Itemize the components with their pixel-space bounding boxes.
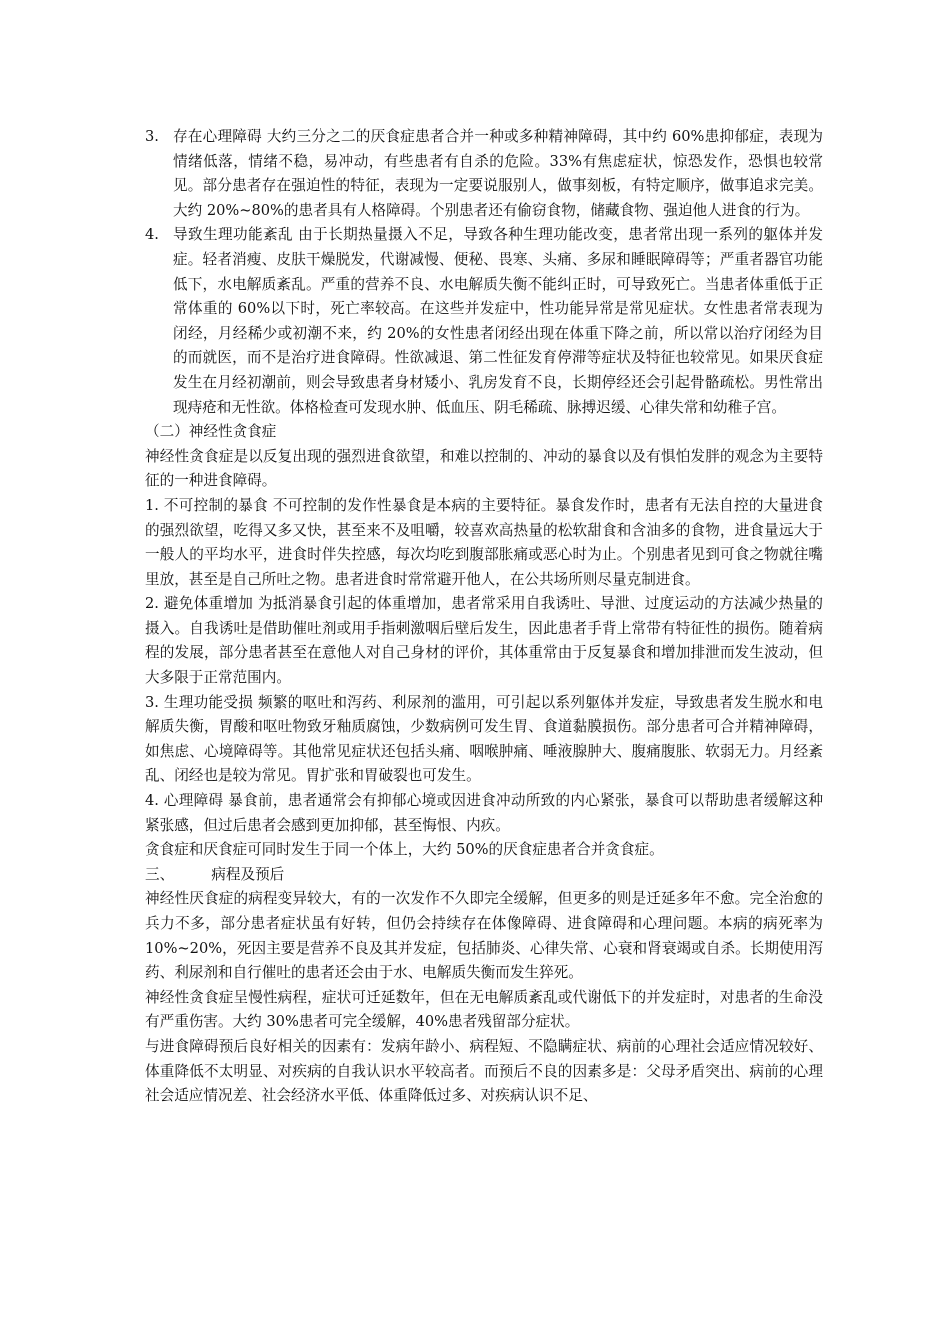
bulimia-point-4: 4. 心理障碍 暴食前，患者通常会有抑郁心境或因进食冲动所致的内心紧张，暴食可以帮助患者缓解这种紧张感，但过后患者会感到更加抑郁，甚至悔恨、内疚。	[145, 792, 823, 834]
prognosis-paragraph-factors: 与进食障碍预后良好相关的因素有：发病年龄小、病程短、不隐瞒症状、病前的心理社会适应情况较好、体重降低不太明显、对疾病的自我认识水平较高者。而预后不良的因素多是：父母矛盾突出、病前的心理社会适应情况差、社会经济水平低、体重降低过多、对疾病认识不足、	[145, 1037, 823, 1105]
list-item-4	[145, 223, 823, 420]
subheading-bulimia: （二）神经性贪食症	[145, 423, 277, 441]
list-item-text: 存在心理障碍 大约三分之二的厌食症患者合并一种或多种精神障碍，其中约 60%患抑郁症，表现为情绪低落，情绪不稳，易冲动，有些患者有自杀的危险。33%有焦虑症状，惊恐发作，恐惧也较常见。部分患者存在强迫性的特征，表现为一定要说服别人，做事刻板，有特定顺序，做事追求完美。大约 20%~80%的患者具有人格障碍。个别患者还有偷窃食物，储藏食物、强迫他人进食的行为。	[173, 128, 823, 219]
prognosis-paragraph-anorexia: 神经性厌食症的病程变异较大，有的一次发作不久即完全缓解，但更多的则是迁延多年不愈。完全治愈的兵力不多，部分患者症状虽有好转，但仍会持续存在体像障碍、进食障碍和心理问题。本病的病死率为 10%~20%，死因主要是营养不良及其并发症，包括肺炎、心律失常、心衰和肾衰竭或自杀。长期使用泻药、利尿剂和自行催吐的患者还会由于水、电解质失衡而发生猝死。	[145, 890, 823, 982]
prognosis-paragraph-bulimia: 神经性贪食症呈慢性病程，症状可迁延数年，但在无电解质紊乱或代谢低下的并发症时，对患者的生命没有严重伤害。大约 30%患者可完全缓解，40%患者残留部分症状。	[145, 988, 823, 1031]
list-number: 3.	[145, 128, 159, 145]
list-number: 4.	[145, 226, 159, 244]
bulimia-point-2: 2. 避免体重增加 为抵消暴食引起的体重增加，患者常采用自我诱吐、导泄、过度运动的方法减少热量的摄入。自我诱吐是借助催吐剂或用手指刺激咽后壁后发生，因此患者手背上常带有特征性的损伤。随着病程的发展，部分患者甚至在意他人对自己身材的评价，其体重常由于反复暴食和增加排泄而发生波动，但大多限于正常范围内。	[145, 595, 823, 687]
bulimia-intro-paragraph: 神经性贪食症是以反复出现的强烈进食欲望，和难以控制的、冲动的暴食以及有惧怕发胖的观念为主要特征的一种进食障碍。	[145, 447, 823, 490]
list-item-3	[145, 125, 823, 223]
document-body	[145, 125, 823, 1109]
bulimia-point-1: 1. 不可控制的暴食 不可控制的发作性暴食是本病的主要特征。暴食发作时，患者有无法自控的大量进食的强烈欲望，吃得又多又快，甚至来不及咀嚼，较喜欢高热量的松软甜食和含油多的食物，进食量远大于一般人的平均水平，进食时伴失控感，每次均吃到腹部胀痛或恶心时为止。个别患者见到可食之物就往嘴里放，甚至是自己所吐之物。患者进食时常常避开他人，在公共场所则尽量克制进食。	[145, 496, 823, 588]
section-heading-prognosis: 三、 病程及预后	[145, 865, 285, 883]
list-item-text: 导致生理功能紊乱 由于长期热量摄入不足，导致各种生理功能改变，患者常出现一系列的躯体并发症。轻者消瘦、皮肤干燥脱发，代谢减慢、便秘、畏寒、头痛、多尿和睡眠障碍等；严重者器官功能低下，水电解质紊乱。严重的营养不良、水电解质失衡不能纠正时，可导致死亡。当患者体重低于正常体重的 60%以下时，死亡率较高。在这些并发症中，性功能异常是常见症状。女性患者常表现为闭经，月经稀少或初潮不来，约 20%的女性患者闭经出现在体重下降之前，所以常以治疗闭经为目的而就医，而不是治疗进食障碍。性欲减退、第二性征发育停滞等症状及特征也较常见。如果厌食症发生在月经初潮前，则会导致患者身材矮小、乳房发育不良，长期停经还会引起骨骼疏松。男性常出现痔疮和无性欲。体格检查可发现水肿、低血压、阴毛稀疏、脉搏迟缓、心律失常和幼稚子宫。	[173, 226, 823, 416]
bulimia-point-3: 3. 生理功能受损 频繁的呕吐和泻药、利尿剂的滥用，可引起以系列躯体并发症，导致患者发生脱水和电解质失衡，胃酸和呕吐物致牙釉质腐蚀，少数病例可发生胃、食道黏膜损伤。部分患者可合并精神障碍，如焦虑、心境障碍等。其他常见症状还包括头痛、咽喉肿痛、唾液腺肿大、腹痛腹胀、软弱无力。月经紊乱、闭经也是较为常见。胃扩张和胃破裂也可发生。	[145, 693, 823, 785]
comorbidity-paragraph: 贪食症和厌食症可同时发生于同一个体上，大约 50%的厌食症患者合并贪食症。	[145, 841, 664, 859]
